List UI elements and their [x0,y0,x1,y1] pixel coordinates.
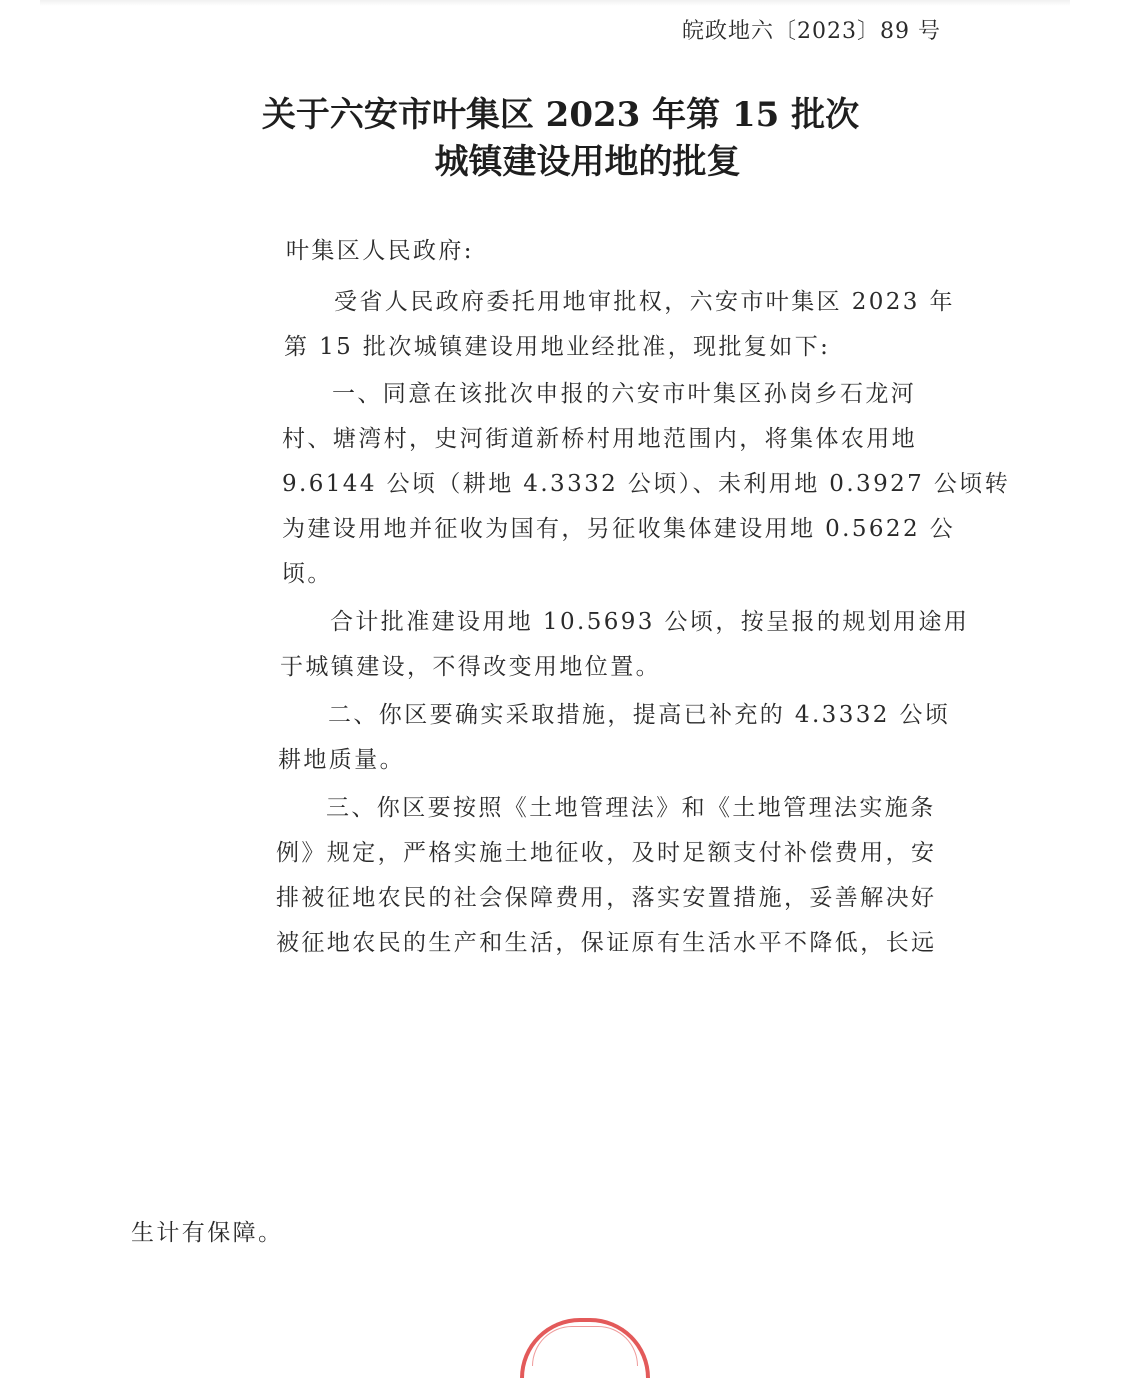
paragraph-line: 第 15 批次城镇建设用地业经批准，现批复如下: [284,334,831,360]
paragraph-line: 为建设用地并征收为国有，另征收集体建设用地 0.5622 公 [282,516,956,542]
scan-edge [40,0,1070,6]
paragraph-item-one [282,372,1011,597]
paragraph-item-two [278,693,951,783]
paragraph-line: 耕地质量。 [278,747,405,773]
paragraph-line: 合计批准建设用地 10.5693 公顷，按呈报的规划用途用 [330,609,970,635]
paragraph-intro [284,280,955,370]
paragraph-line: 村、塘湾村，史河街道新桥村用地范围内，将集体农用地 [282,426,917,452]
paragraph-total [280,600,970,690]
addressee: 叶集区人民政府: [286,238,474,264]
continuation-text: 生计有保障。 [131,1220,284,1246]
paragraph-line: 受省人民政府委托用地审批权，六安市叶集区 2023 年 [334,289,955,315]
paragraph-line: 9.6144 公顷（耕地 4.3332 公顷）、未利用地 0.3927 公顷转 [282,471,1011,497]
paragraph-line: 例》规定，严格实施土地征收，及时足额支付补偿费用，安 [276,840,937,866]
document-number: 皖政地六〔2023〕89 号 [682,19,941,44]
title-line-1: 关于六安市叶集区 2023 年第 15 批次 [261,95,860,135]
paragraph-line: 于城镇建设，不得改变用地位置。 [280,654,661,680]
paragraph-line: 被征地农民的生产和生活，保证原有生活水平不降低，长远 [276,930,937,956]
paragraph-line: 排被征地农民的社会保障费用，落实安置措施，妥善解决好 [276,885,937,911]
paragraph-item-three [276,786,936,966]
title-line-2: 城镇建设用地的批复 [434,142,741,182]
paragraph-line: 二、你区要确实采取措施，提高已补充的 4.3332 公顷 [328,702,951,728]
paragraph-line: 一、同意在该批次申报的六安市叶集区孙岗乡石龙河 [332,381,917,407]
document-title [0,92,1145,186]
paragraph-line: 三、你区要按照《土地管理法》和《土地管理法实施条 [326,795,936,821]
paragraph-line: 顷。 [282,561,333,587]
